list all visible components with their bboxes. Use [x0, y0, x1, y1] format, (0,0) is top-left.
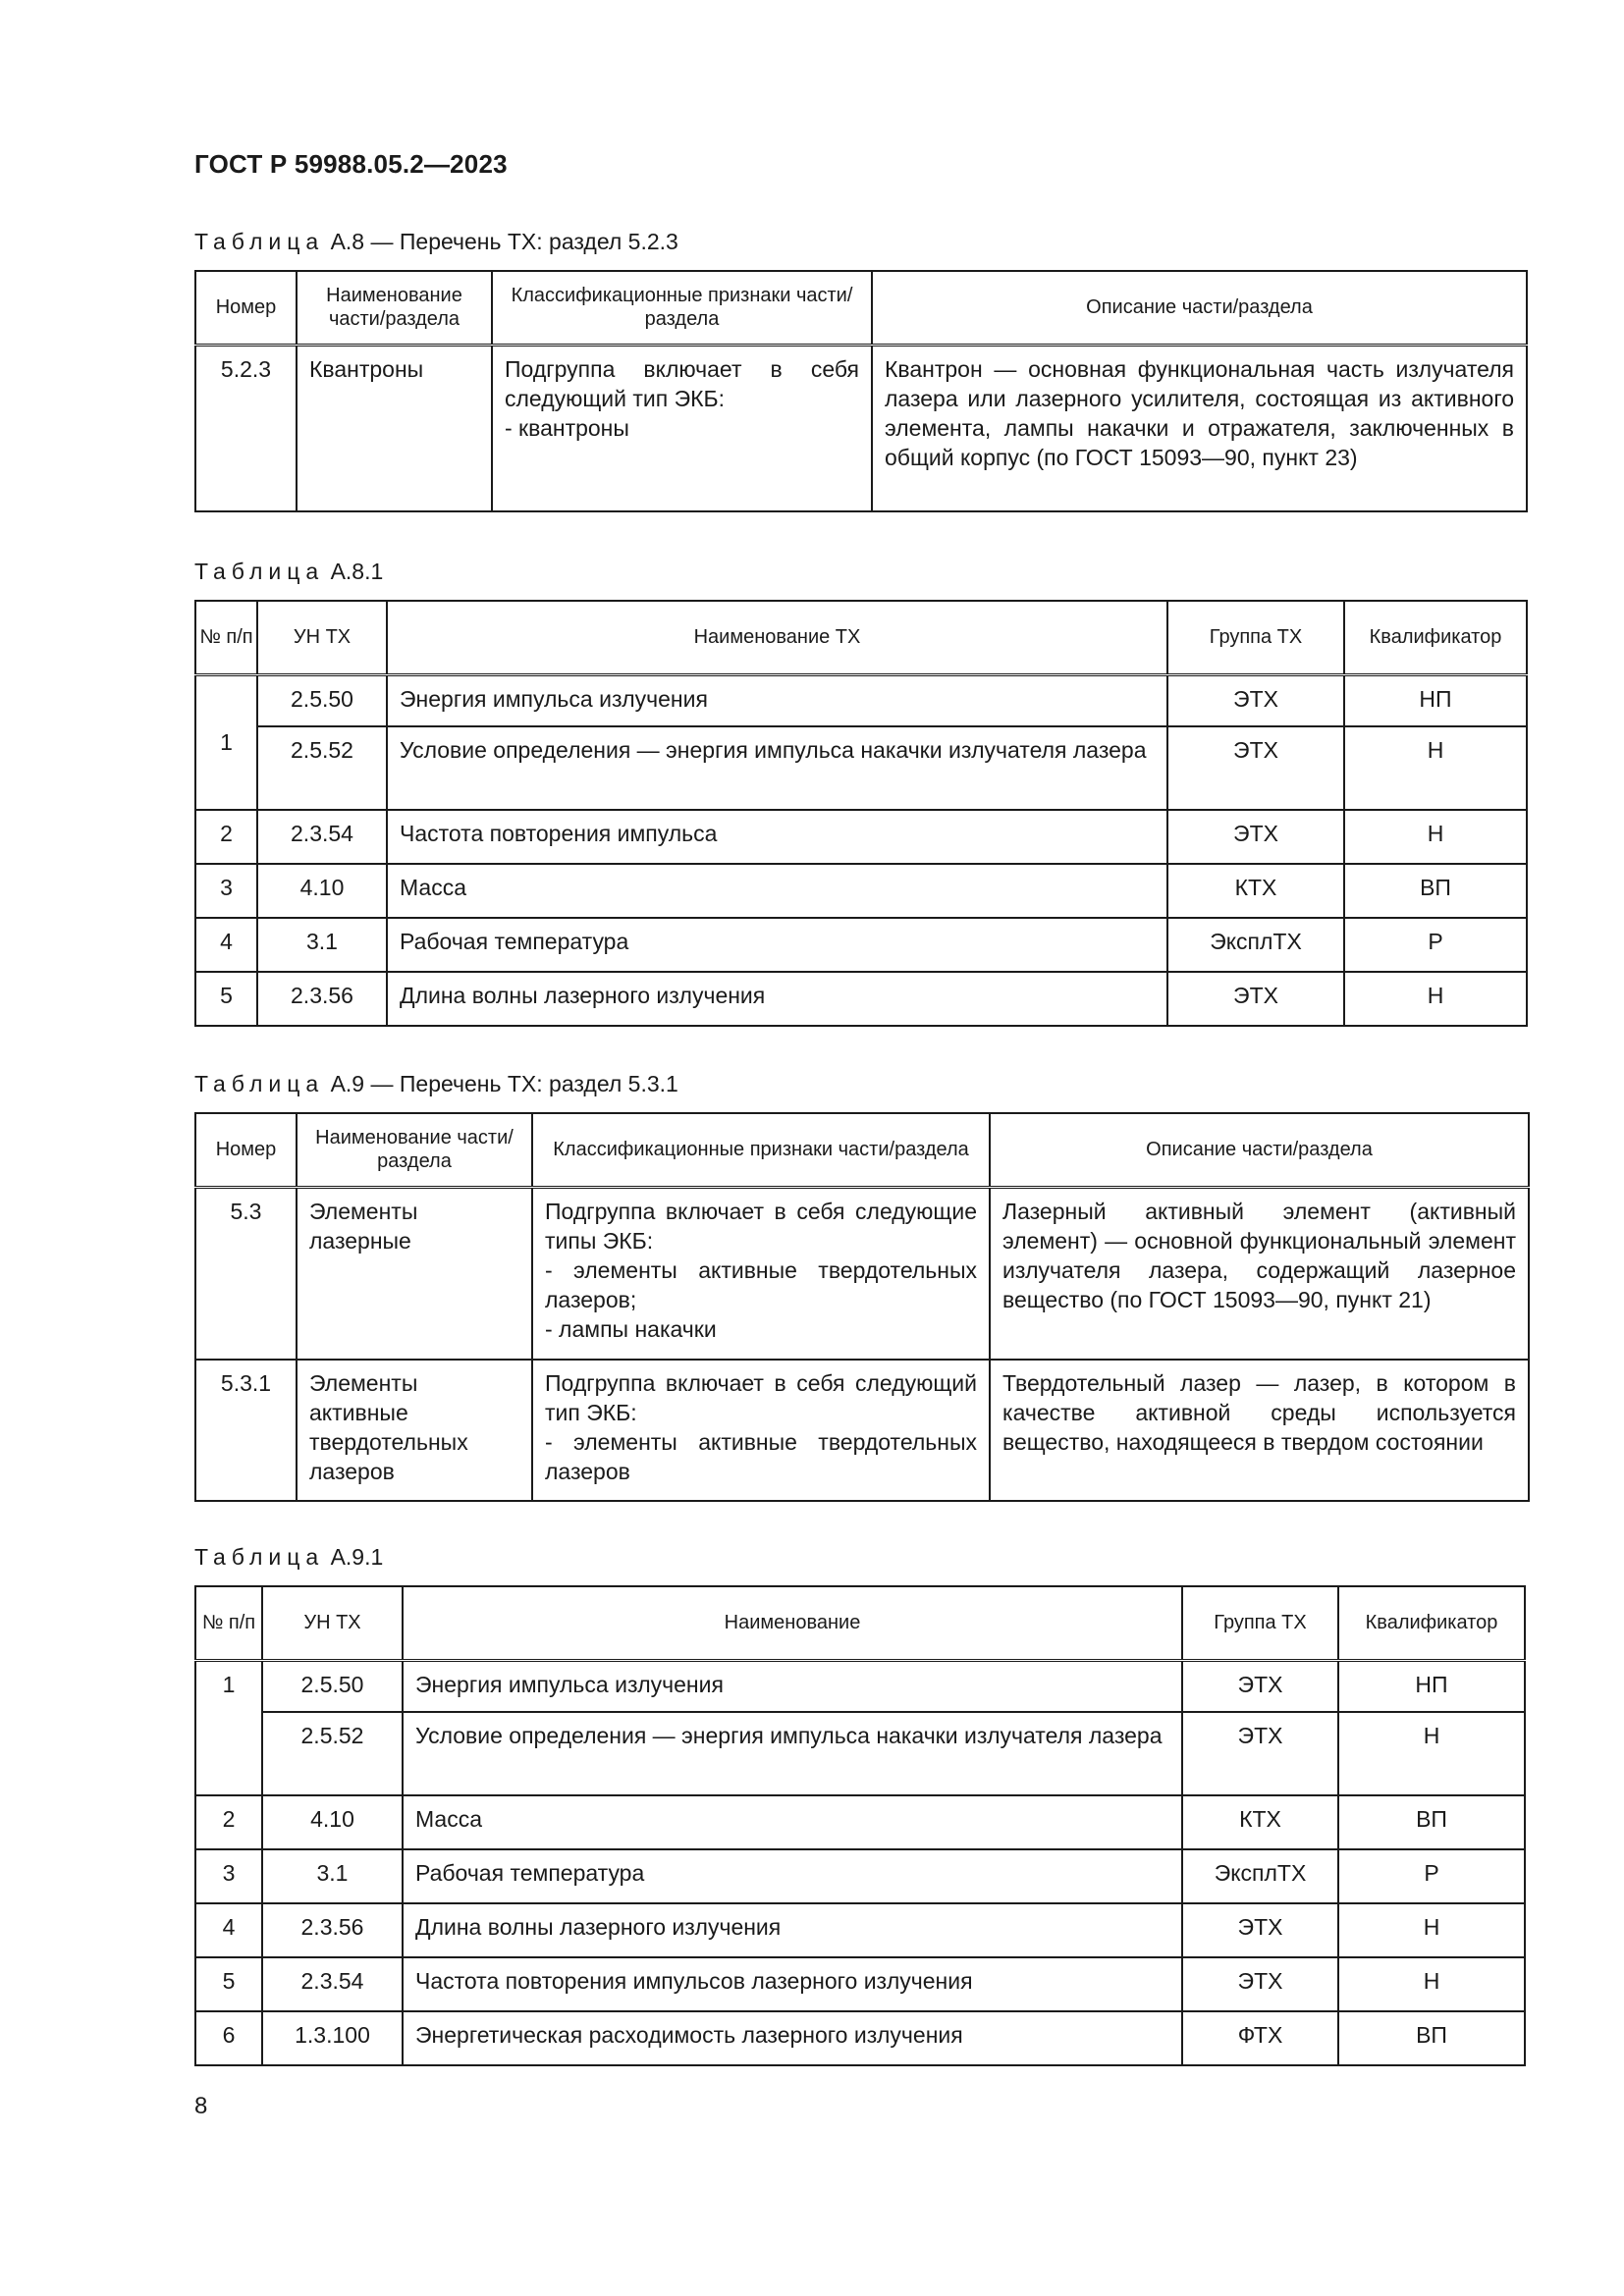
header-cell: Номер: [195, 1113, 297, 1187]
caption-text: А.9.1: [324, 1544, 384, 1570]
cell-code: 3.1: [262, 1849, 403, 1903]
table-a91: [194, 1585, 1526, 2066]
cell-description: Лазерный активный элемент (активный элемент) — основной функциональный элемент излучателя лазера, содержащий лазерное вещество (по ГОСТ 15093—90, пункт 21): [990, 1187, 1529, 1360]
table-row: [195, 810, 1527, 864]
cell-index: 2: [195, 1795, 262, 1849]
cell-index: 1: [195, 1660, 262, 1795]
cell-qualifier: ВП: [1338, 1795, 1525, 1849]
cell-code: 2.3.56: [262, 1903, 403, 1957]
features-text: Подгруппа включает в себя следующий тип ЭКБ:: [545, 1370, 977, 1425]
cell-qualifier: Р: [1344, 918, 1527, 972]
table-a81: [194, 600, 1528, 1027]
cell-name: Длина волны лазерного излучения: [387, 972, 1167, 1026]
cell-group: ЭксплТХ: [1167, 918, 1344, 972]
caption-word: Таблица: [194, 229, 325, 254]
features-text: Подгруппа включает в себя следующие типы ЭКБ:: [545, 1198, 977, 1254]
header-cell: Классификационные признаки части/раздела: [532, 1113, 990, 1187]
cell-name: Масса: [387, 864, 1167, 918]
table-row: [195, 345, 1527, 511]
table-a8-caption: [194, 229, 678, 255]
cell-qualifier: Н: [1338, 1712, 1525, 1795]
table-row: [195, 1360, 1529, 1501]
caption-text: А.8.1: [324, 559, 384, 584]
cell-group: ЭТХ: [1167, 726, 1344, 810]
table-row: [195, 918, 1527, 972]
table-row: [195, 1712, 1525, 1795]
cell-group: ЭТХ: [1167, 674, 1344, 726]
cell-qualifier: Н: [1344, 810, 1527, 864]
cell-code: 3.1: [257, 918, 387, 972]
caption-word: Таблица: [194, 1071, 325, 1096]
table-a9: [194, 1112, 1530, 1502]
cell-index: 1: [195, 674, 257, 810]
cell-name: Частота повторения импульса: [387, 810, 1167, 864]
cell-description: Квантрон — основная функциональная часть излучателя лазера или лазерного усилителя, состоящая из активного элемента, лампы накачки и отражателя, заключенных в общий корпус (по ГОСТ 15093—90, пункт 23): [872, 345, 1527, 511]
header-cell: Группа ТХ: [1182, 1586, 1338, 1660]
cell-code: 2.5.52: [257, 726, 387, 810]
cell-index: 5: [195, 1957, 262, 2011]
features-item: - лампы накачки: [545, 1315, 717, 1342]
header-cell: Наименование: [403, 1586, 1182, 1660]
features-text: Подгруппа включает в себя следующий тип ЭКБ:: [505, 355, 859, 411]
table-row: [195, 1660, 1525, 1712]
cell-index: 4: [195, 1903, 262, 1957]
cell-code: 2.3.54: [257, 810, 387, 864]
header-cell: Классификационные признаки части/раздела: [492, 271, 872, 345]
table-row: [195, 674, 1527, 726]
features-item: - элементы активные твердотельных лазеров;: [545, 1256, 977, 1312]
cell-features: [532, 1187, 990, 1360]
table-row: [195, 726, 1527, 810]
cell-index: 3: [195, 1849, 262, 1903]
cell-name: Условие определения — энергия импульса накачки излучателя лазера: [387, 726, 1167, 810]
table-a81-caption: [194, 559, 383, 585]
cell-qualifier: НП: [1338, 1660, 1525, 1712]
cell-qualifier: Н: [1344, 972, 1527, 1026]
table-header-row: [195, 601, 1527, 674]
cell-code: 2.3.56: [257, 972, 387, 1026]
table-header-row: [195, 1586, 1525, 1660]
caption-text: А.8 — Перечень ТХ: раздел 5.2.3: [324, 229, 678, 254]
cell-code: 2.5.52: [262, 1712, 403, 1795]
cell-qualifier: ВП: [1338, 2011, 1525, 2065]
cell-qualifier: Н: [1338, 1903, 1525, 1957]
cell-name: Длина волны лазерного излучения: [403, 1903, 1182, 1957]
cell-group: ЭТХ: [1167, 810, 1344, 864]
header-cell: Наименование ТХ: [387, 601, 1167, 674]
cell-features: [532, 1360, 990, 1501]
header-cell: Квалификатор: [1344, 601, 1527, 674]
page-number: 8: [194, 2093, 208, 2119]
caption-word: Таблица: [194, 1544, 325, 1570]
header-cell: Номер: [195, 271, 297, 345]
cell-name: Энергия импульса излучения: [403, 1660, 1182, 1712]
header-cell: Наименование части/раздела: [297, 271, 492, 345]
cell-group: ФТХ: [1182, 2011, 1338, 2065]
cell-code: 2.3.54: [262, 1957, 403, 2011]
cell-name: Энергия импульса излучения: [387, 674, 1167, 726]
cell-group: ЭксплТХ: [1182, 1849, 1338, 1903]
cell-group: ЭТХ: [1167, 972, 1344, 1026]
table-row: [195, 1957, 1525, 2011]
table-row: [195, 1795, 1525, 1849]
cell-group: ЭТХ: [1182, 1660, 1338, 1712]
header-cell: № п/п: [195, 1586, 262, 1660]
table-row: [195, 1849, 1525, 1903]
cell-code: 2.5.50: [257, 674, 387, 726]
table-header-row: [195, 1113, 1529, 1187]
cell-number: 5.3.1: [195, 1360, 297, 1501]
cell-index: 4: [195, 918, 257, 972]
caption-word: Таблица: [194, 559, 325, 584]
cell-description: Твердотельный лазер — лазер, в котором в качестве активной среды используется вещество, находящееся в твердом состоянии: [990, 1360, 1529, 1501]
table-row: [195, 2011, 1525, 2065]
caption-text: А.9 — Перечень ТХ: раздел 5.3.1: [324, 1071, 678, 1096]
cell-name: Условие определения — энергия импульса накачки излучателя лазера: [403, 1712, 1182, 1795]
document-header: ГОСТ Р 59988.05.2—2023: [194, 149, 508, 179]
cell-number: 5.3: [195, 1187, 297, 1360]
cell-name: Элементы лазерные: [297, 1187, 532, 1360]
cell-index: 5: [195, 972, 257, 1026]
table-row: [195, 1903, 1525, 1957]
table-row: [195, 1187, 1529, 1360]
table-a9-caption: [194, 1071, 678, 1097]
cell-group: ЭТХ: [1182, 1712, 1338, 1795]
header-cell: Группа ТХ: [1167, 601, 1344, 674]
cell-name: Квантроны: [297, 345, 492, 511]
header-cell: Описание части/раздела: [872, 271, 1527, 345]
cell-code: 2.5.50: [262, 1660, 403, 1712]
cell-features: [492, 345, 872, 511]
header-cell: Описание части/раздела: [990, 1113, 1529, 1187]
cell-index: 3: [195, 864, 257, 918]
table-a8: [194, 270, 1528, 512]
table-row: [195, 864, 1527, 918]
cell-index: 6: [195, 2011, 262, 2065]
cell-name: Масса: [403, 1795, 1182, 1849]
features-item: - элементы активные твердотельных лазеров: [545, 1429, 977, 1484]
cell-qualifier: Н: [1338, 1957, 1525, 2011]
header-cell: Квалификатор: [1338, 1586, 1525, 1660]
cell-group: ЭТХ: [1182, 1903, 1338, 1957]
cell-group: ЭТХ: [1182, 1957, 1338, 2011]
cell-number: 5.2.3: [195, 345, 297, 511]
cell-name: Рабочая температура: [403, 1849, 1182, 1903]
cell-name: Энергетическая расходимость лазерного излучения: [403, 2011, 1182, 2065]
table-row: [195, 972, 1527, 1026]
cell-qualifier: НП: [1344, 674, 1527, 726]
cell-qualifier: Р: [1338, 1849, 1525, 1903]
cell-group: КТХ: [1167, 864, 1344, 918]
features-item: - квантроны: [505, 414, 629, 441]
header-cell: Наименование части/раздела: [297, 1113, 532, 1187]
cell-code: 4.10: [262, 1795, 403, 1849]
header-cell: № п/п: [195, 601, 257, 674]
cell-qualifier: Н: [1344, 726, 1527, 810]
cell-qualifier: ВП: [1344, 864, 1527, 918]
header-cell: УН ТХ: [257, 601, 387, 674]
cell-name: Элементы активные твердотельных лазеров: [297, 1360, 532, 1501]
table-header-row: [195, 271, 1527, 345]
table-a91-caption: [194, 1544, 383, 1571]
cell-name: Рабочая температура: [387, 918, 1167, 972]
cell-group: КТХ: [1182, 1795, 1338, 1849]
cell-name: Частота повторения импульсов лазерного излучения: [403, 1957, 1182, 2011]
cell-code: 1.3.100: [262, 2011, 403, 2065]
cell-code: 4.10: [257, 864, 387, 918]
cell-index: 2: [195, 810, 257, 864]
header-cell: УН ТХ: [262, 1586, 403, 1660]
